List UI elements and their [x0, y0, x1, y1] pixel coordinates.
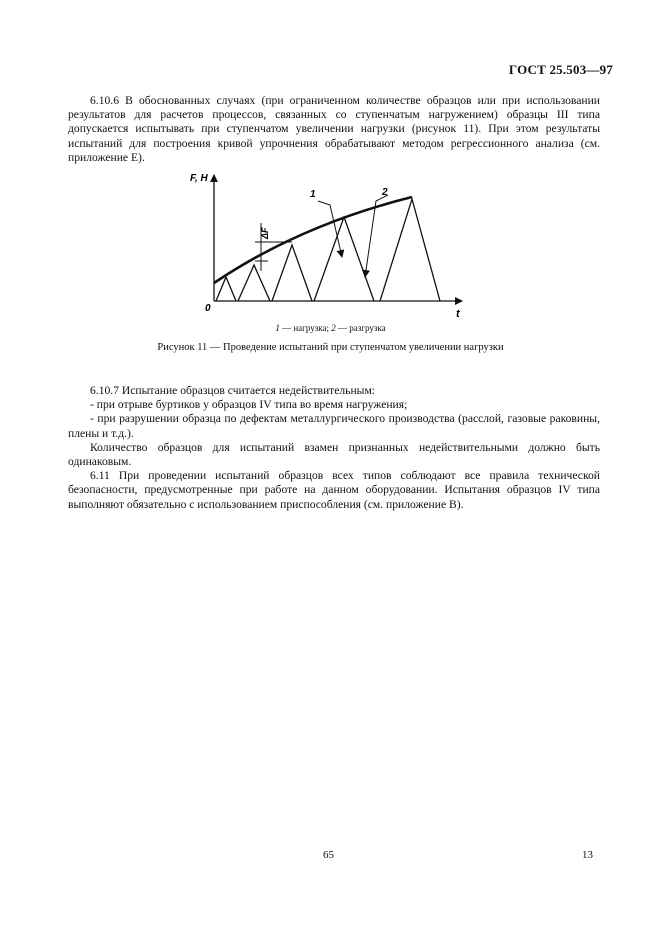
callout-2-label: 2: [382, 187, 388, 198]
x-axis-label: t: [456, 308, 460, 320]
paragraph-6-10-6: 6.10.6 В обоснованных случаях (при ограниченном количестве образцов или при использовании результатов для расчетов процессов, связанных со ступенчатым нагружением) образцы III типа допускается испытывать при ступенчатом увеличении нагрузки (рисунок 11). При этом результаты испытаний для построения кривой упрочнения обрабатывают методом регрессионного анализа (см. приложение Е).: [68, 94, 600, 164]
y-axis-label: F, Н: [190, 173, 208, 184]
load-cycle-3: [272, 245, 312, 301]
section-6-10-6: [68, 94, 600, 165]
step-label: ΔF: [260, 227, 270, 239]
figure-legend: [0, 323, 661, 333]
callout-1-leader: [318, 201, 342, 257]
legend-num-1: 1: [275, 323, 280, 333]
section-6-10-7: [68, 384, 600, 512]
section-6-10-7-note: Количество образцов для испытаний взамен признанных недействительными должно быть одинаковым.: [68, 440, 600, 469]
list-item-1: - при отрыве буртиков у образцов IV типа во время нагружения;: [90, 398, 408, 412]
callout-1-label: 1: [310, 189, 316, 200]
paragraph-6-11: 6.11 При проведении испытаний образцов всех типов соблюдают все правила технической безопасности, предусмотренные при работе на данном оборудовании. Испытания образцов IV типа выполняют обязательно с использованием приспособления (см. приложение В).: [68, 469, 600, 511]
load-cycle-2: [238, 265, 270, 301]
page-number-left: 65: [323, 849, 334, 861]
standard-header: ГОСТ 25.503—97: [508, 62, 613, 77]
hardening-curve: [214, 197, 412, 283]
figure-caption: Рисунок 11 — Проведение испытаний при ступенчатом увеличении нагрузки: [157, 342, 504, 353]
legend-num-2: 2: [331, 323, 336, 333]
list-item-2: - при разрушении образца по дефектам металлургического производства (расслой, газовые раковины, плены и т.д.).: [68, 412, 600, 440]
section-6-10-7-title: 6.10.7 Испытание образцов считается недействительным:: [90, 384, 376, 397]
origin-label: 0: [205, 303, 211, 314]
load-cycle-5: [380, 199, 440, 301]
load-cycle-4: [314, 217, 374, 301]
page-number-right: 13: [582, 849, 593, 861]
figure-11-diagram: [0, 165, 661, 365]
legend-text-2: — разгрузка: [335, 323, 386, 333]
legend-text-1: — нагрузка;: [279, 323, 332, 333]
